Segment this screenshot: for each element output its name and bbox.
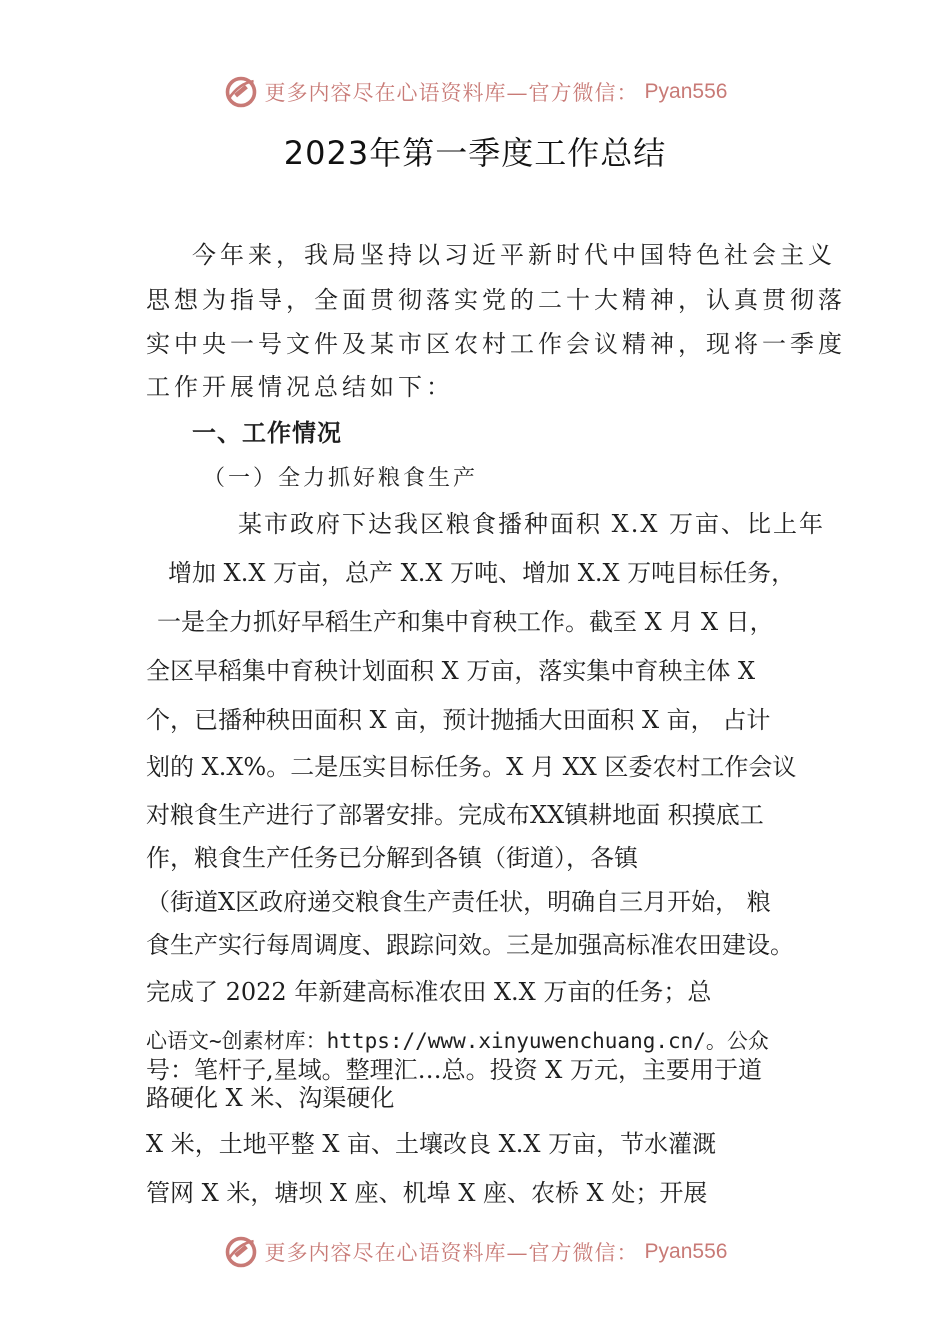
watermark-banner-bottom [0, 1232, 950, 1272]
watermark-handle: Pyan556 [644, 80, 728, 103]
watermark-banner-top [0, 72, 950, 112]
body-line: 作，粮食生产任务已分解到各镇（街道），各镇 [146, 844, 638, 872]
body-line: 增加 X.X 万亩，总产 X.X 万吨、增加 X.X 万吨目标任务， [168, 559, 796, 587]
body-line: 管网 X 米，塘坝 X 座、机埠 X 座、农桥 X 处；开展 [146, 1179, 708, 1207]
body-line: （街道X区政府递交粮食生产责任状，明确自三月开始， 粮 [146, 888, 771, 916]
watermark-text: 更多内容尽在心语资料库—官方微信： [264, 81, 639, 105]
body-line: 路硬化 X 米、沟渠硬化 [146, 1084, 395, 1112]
body-line: 一是全力抓好早稻生产和集中育秧工作。截至 X 月 X 日， [157, 608, 774, 636]
body-line: 工作开展情况总结如下： [146, 373, 454, 401]
body-line: X 米，土地平整 X 亩、土壤改良 X.X 万亩，节水灌溉 [146, 1130, 717, 1158]
body-line: 完成了 2022 年新建高标准农田 X.X 万亩的任务；总 [146, 978, 712, 1006]
body-line: 实中央一号文件及某市区农村工作会议精神，现将一季度 [146, 330, 846, 358]
body-line: 思想为指导，全面贯彻落实党的二十大精神，认真贯彻落 [146, 286, 846, 314]
body-line: 心语文~创素材库：https://www.xinyuwenchuang.cn/。公众 [146, 1029, 769, 1053]
body-line: 号：笔杆子,星域。整理汇…总。投资 X 万元，主要用于道 [146, 1056, 762, 1084]
body-line: 个，已播种秧田面积 X 亩，预计抛插大田面积 X 亩， 占计 [146, 706, 771, 734]
brush-seal-icon [223, 1234, 259, 1270]
body-line: 某市政府下达我区粮食播种面积 X.X 万亩、比上年 [238, 510, 826, 538]
body-line: 对粮食生产进行了部署安排。完成布XX镇耕地面 积摸底工 [146, 801, 764, 829]
brush-seal-icon [223, 74, 259, 110]
body-line: 划的 X.X%。二是压实目标任务。X 月 XX 区委农村工作会议 [146, 753, 797, 781]
watermark-text: 更多内容尽在心语资料库—官方微信： [264, 1241, 639, 1265]
body-line: 全区早稻集中育秧计划面积 X 万亩，落实集中育秧主体 X [146, 657, 756, 685]
body-line: 食生产实行每周调度、跟踪问效。三是加强高标准农田建设。 [146, 931, 794, 959]
subsection-heading: （一）全力抓好粮食生产 [203, 466, 479, 491]
body-line: 今年来，我局坚持以习近平新时代中国特色社会主义 [192, 241, 836, 269]
section-heading: 一、工作情况 [192, 419, 342, 447]
watermark-handle: Pyan556 [644, 1240, 728, 1263]
document-title: 2023年第一季度工作总结 [283, 134, 667, 172]
